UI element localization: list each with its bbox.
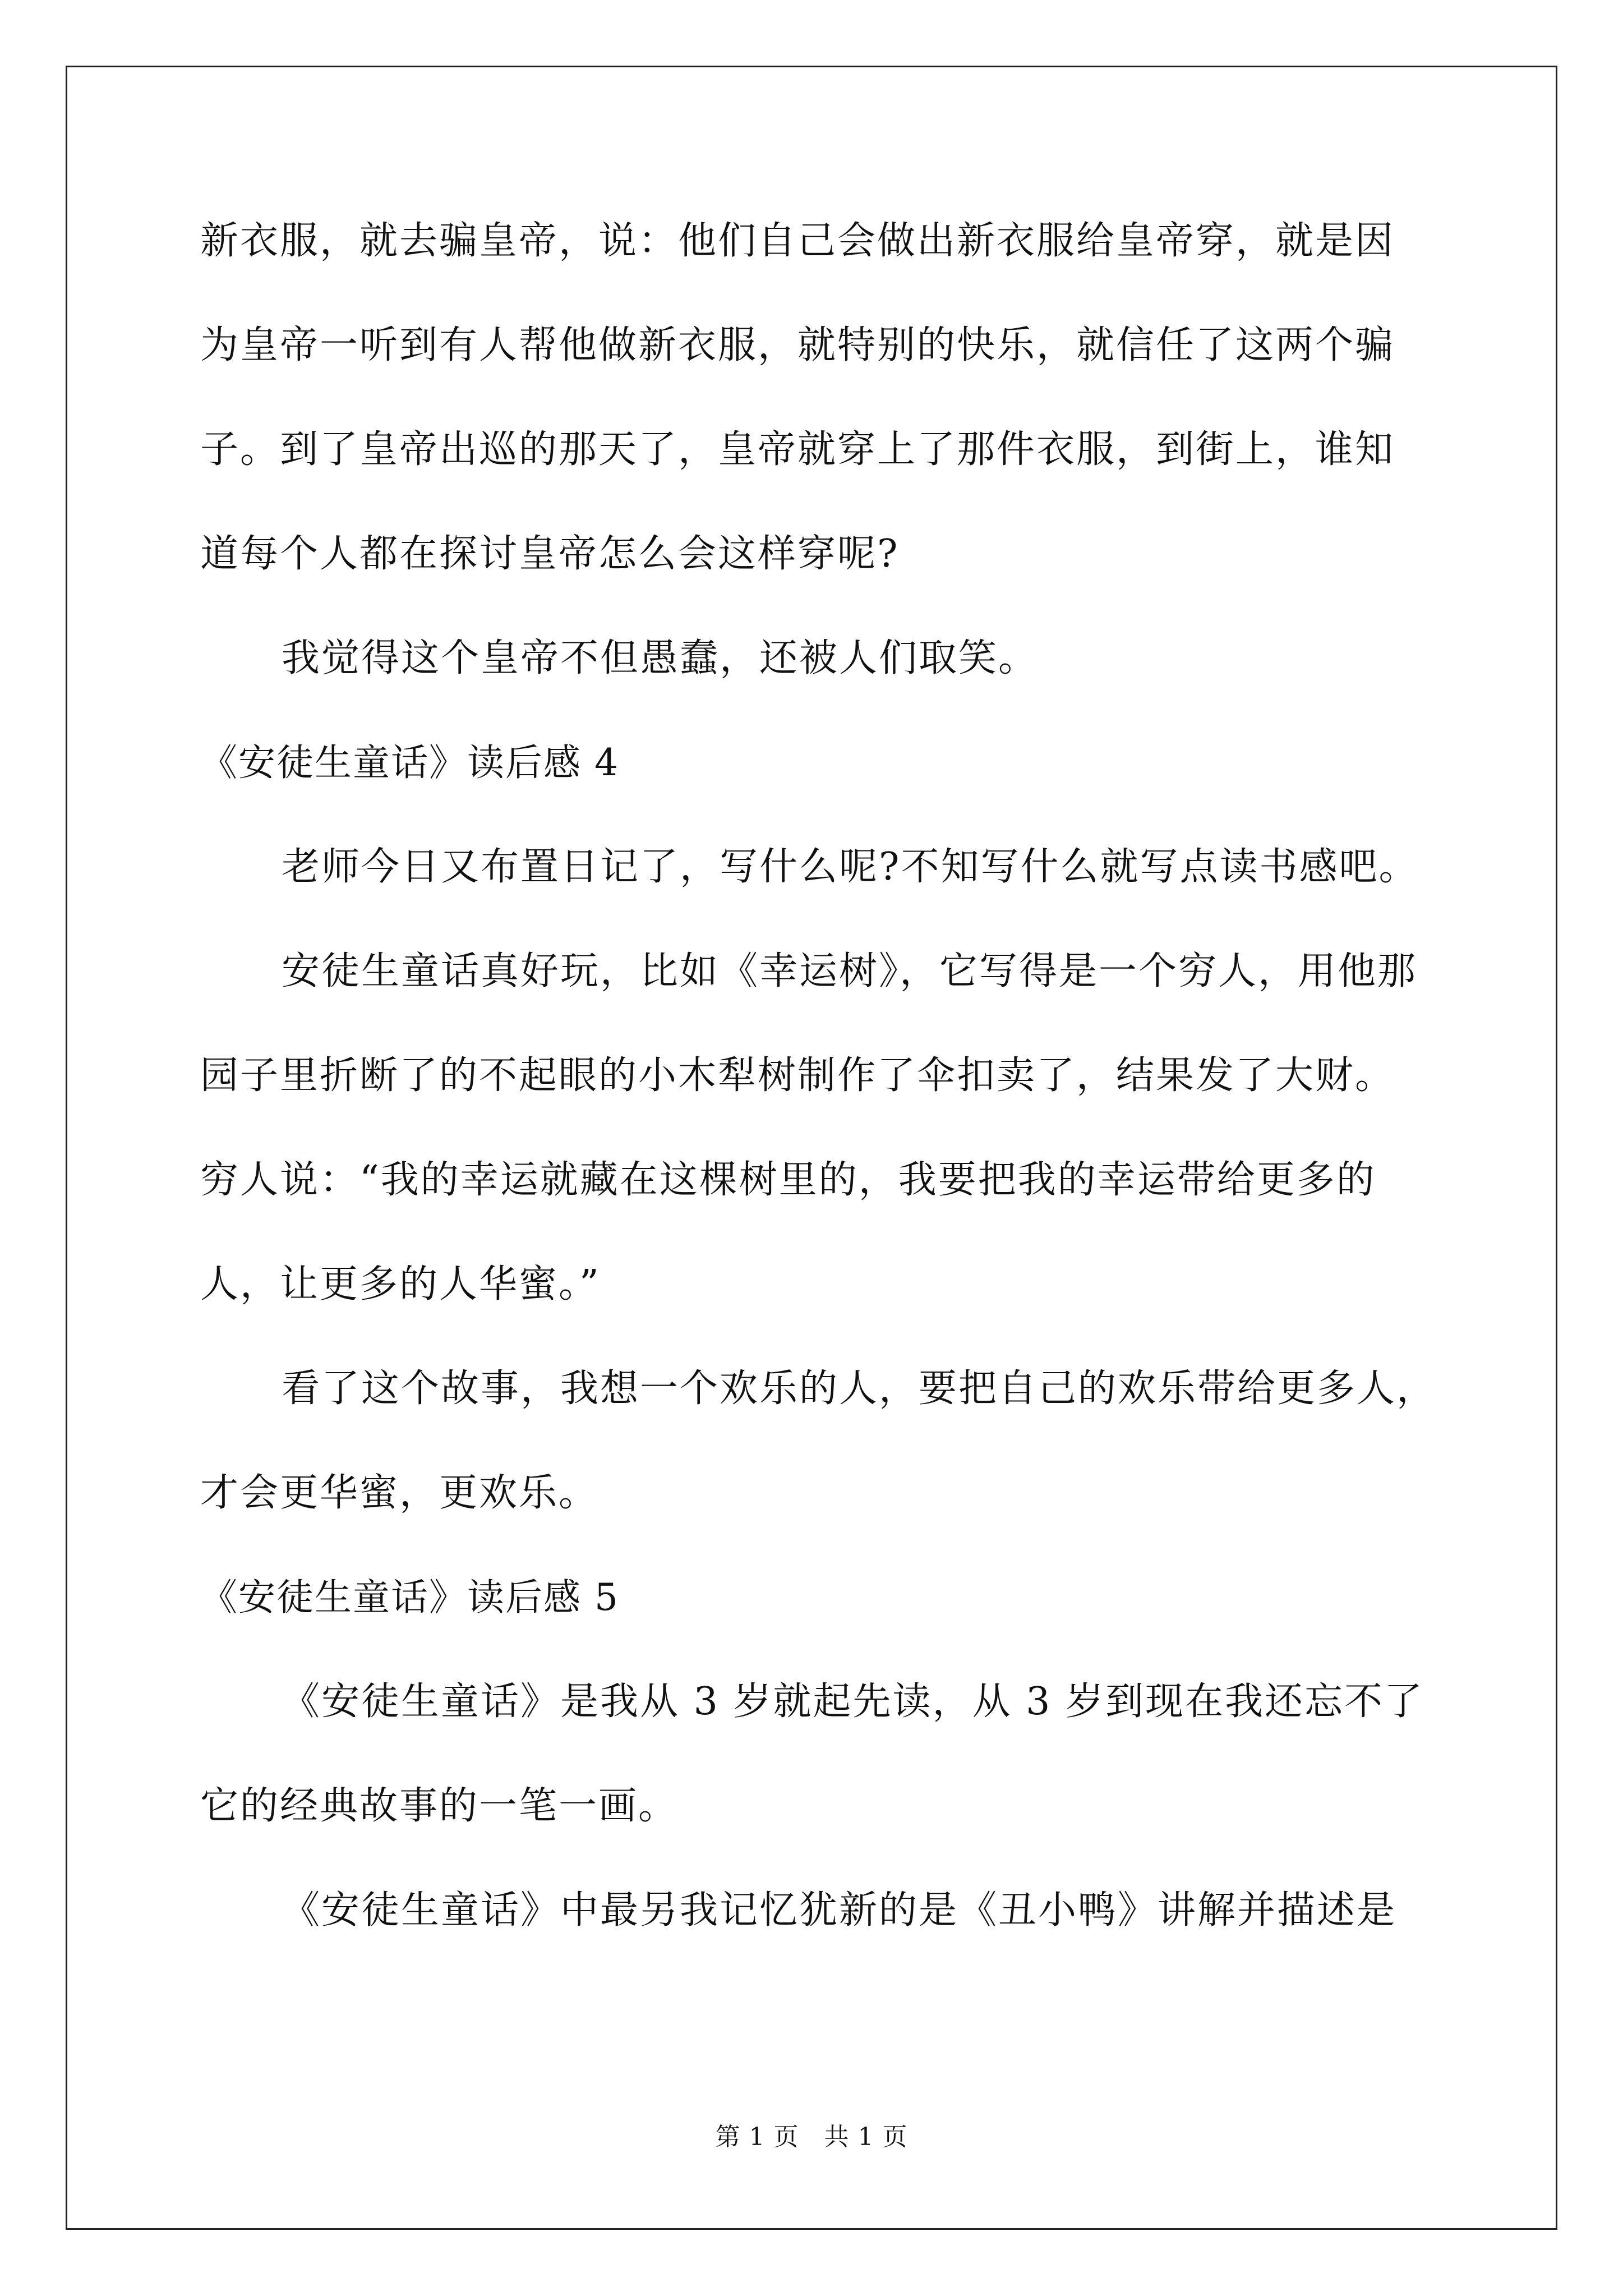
line-text: 它的经典故事的一笔一画。 [200, 1784, 679, 1828]
page-footer: 第 1 页 共 1 页 [715, 2123, 908, 2151]
line-text: 新衣服，就去骗皇帝，说：他们自己会做出新衣服给皇帝穿，就是因 [200, 219, 1395, 263]
section-heading [200, 735, 1434, 839]
section-heading [200, 1570, 1434, 1674]
line-text: 《安徒生童话》中最另我记忆犹新的是《丑小鸭》讲解并描述是 [282, 1888, 1397, 1932]
line-text: 老师今日又布置日记了，写什么呢?不知写什么就写点读书感吧。 [282, 845, 1419, 889]
text-line [200, 1257, 1434, 1361]
text-line [200, 1465, 1434, 1570]
text-line [200, 1152, 1434, 1257]
line-text: 穷人说：“我的幸运就藏在这棵树里的，我要把我的幸运带给更多的 [200, 1158, 1376, 1202]
document-body [200, 213, 1437, 1987]
line-text: 道每个人都在探讨皇帝怎么会这样穿呢? [200, 532, 900, 576]
line-text: 看了这个故事，我想一个欢乐的人，要把自己的欢乐带给更多人， [282, 1366, 1437, 1411]
text-line [200, 318, 1434, 422]
text-line [200, 944, 1434, 1048]
line-text: 《安徒生童话》是我从 3 岁就起先读，从 3 岁到现在我还忘不了 [282, 1680, 1424, 1724]
text-line [200, 1361, 1437, 1465]
text-line [200, 1048, 1434, 1152]
heading-text: 《安徒生童话》读后感 5 [200, 1576, 619, 1619]
line-text: 园子里折断了的不起眼的小木犁树制作了伞扣卖了，结果发了大财。 [200, 1053, 1395, 1098]
text-line [200, 526, 1434, 631]
line-text: 人，让更多的人华蜜。” [200, 1262, 601, 1306]
heading-text: 《安徒生童话》读后感 4 [200, 741, 619, 784]
line-text: 安徒生童话真好玩，比如《幸运树》，它写得是一个穷人，用他那 [282, 949, 1418, 993]
line-text: 才会更华蜜，更欢乐。 [200, 1471, 599, 1515]
line-text: 我觉得这个皇帝不但愚蠢，还被人们取笑。 [282, 636, 1039, 680]
text-line [200, 631, 1434, 735]
text-line [200, 1883, 1434, 1987]
text-line [200, 1778, 1434, 1883]
text-line [200, 839, 1434, 944]
text-line [200, 213, 1434, 318]
text-line [200, 422, 1434, 526]
line-text: 子。到了皇帝出巡的那天了，皇帝就穿上了那件衣服，到街上，谁知 [200, 427, 1395, 472]
text-line [200, 1674, 1434, 1778]
line-text: 为皇帝一听到有人帮他做新衣服，就特别的快乐，就信任了这两个骗 [200, 323, 1395, 367]
